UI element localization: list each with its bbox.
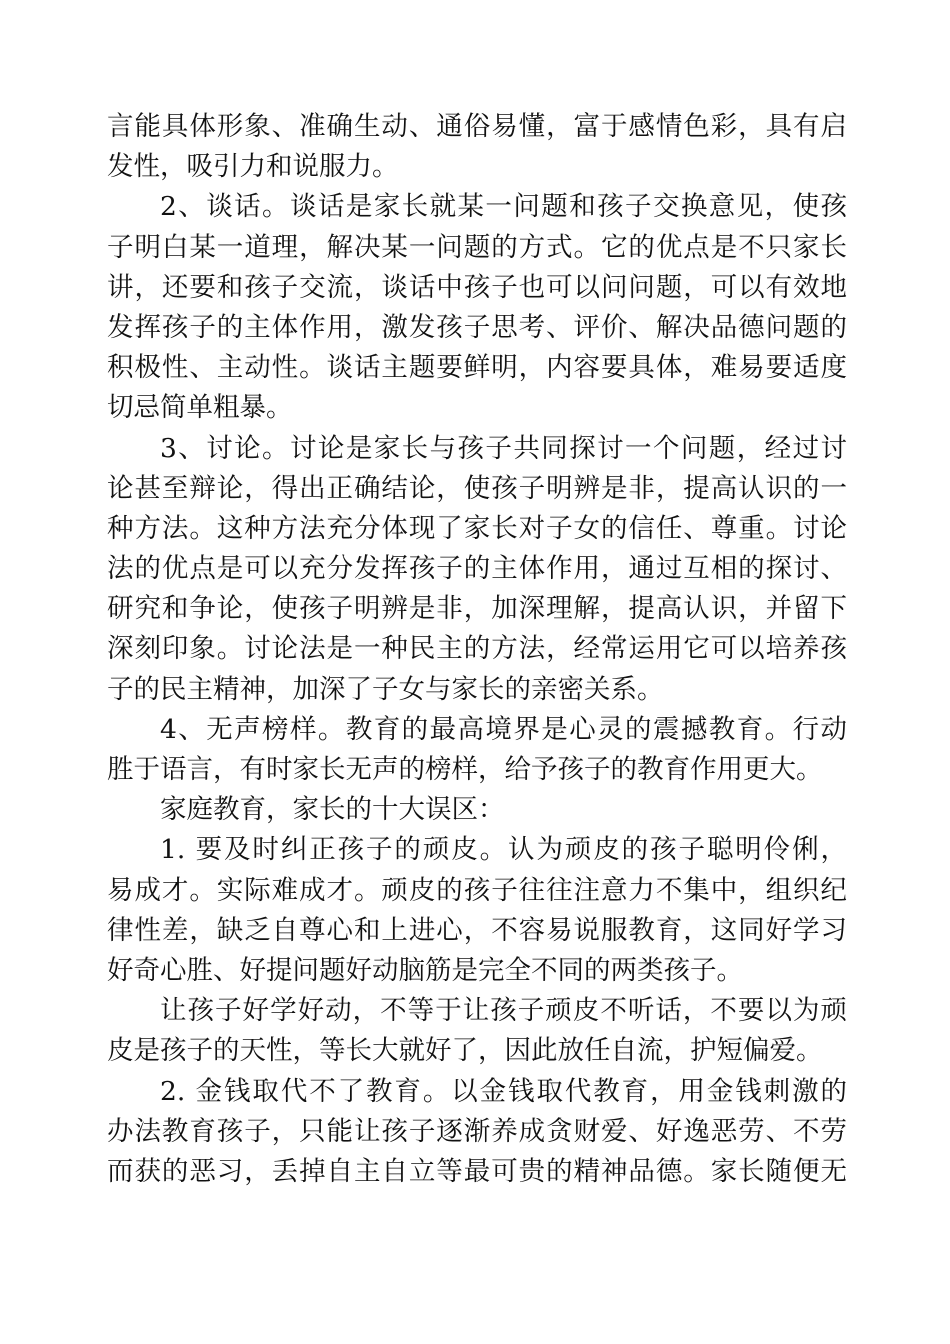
text-line: 1. 要及时纠正孩子的顽皮。认为顽皮的孩子聪明伶俐，	[160, 834, 847, 866]
text-line: 家庭教育，家长的十大误区：	[160, 794, 505, 826]
text-line: 让孩子好学好动，不等于让孩子顽皮不听话，不要以为顽	[160, 995, 847, 1027]
text-line: 好奇心胜、好提问题好动脑筋是完全不同的两类孩子。	[107, 954, 743, 986]
text-line: 2、谈话。谈话是家长就某一问题和孩子交换意见，使孩	[160, 191, 847, 223]
text-line: 积极性、主动性。谈话主题要鲜明，内容要具体，难易要适度	[107, 352, 847, 384]
text-line: 研究和争论，使孩子明辨是非，加深理解，提高认识，并留下	[107, 593, 847, 625]
text-line: 发性，吸引力和说服力。	[107, 151, 399, 183]
text-line: 讲，还要和孩子交流，谈话中孩子也可以问问题，可以有效地	[107, 271, 847, 303]
text-line: 而获的恶习，丢掉自主自立等最可贵的精神品德。家长随便无	[107, 1155, 847, 1187]
text-line: 律性差，缺乏自尊心和上进心，不容易说服教育，这同好学习	[107, 914, 847, 946]
text-line: 深刻印象。讨论法是一种民主的方法，经常运用它可以培养孩	[107, 633, 847, 665]
text-line: 3、讨论。讨论是家长与孩子共同探讨一个问题，经过讨	[160, 432, 847, 464]
text-line: 胜于语言，有时家长无声的榜样，给予孩子的教育作用更大。	[107, 754, 823, 785]
body-text	[107, 107, 847, 1192]
text-line: 切忌简单粗暴。	[107, 392, 293, 424]
text-line: 种方法。这种方法充分体现了家长对子女的信任、尊重。讨论	[107, 512, 847, 544]
text-line: 办法教育孩子，只能让孩子逐渐养成贪财爱、好逸恶劳、不劳	[107, 1115, 847, 1147]
text-line: 法的优点是可以充分发挥孩子的主体作用，通过互相的探讨、	[107, 553, 847, 585]
text-line: 2. 金钱取代不了教育。以金钱取代教育，用金钱刺激的	[160, 1075, 847, 1107]
text-line: 4、无声榜样。教育的最高境界是心灵的震撼教育。行动	[160, 713, 847, 745]
text-line: 易成才。实际难成才。顽皮的孩子往往注意力不集中，组织纪	[107, 874, 847, 906]
text-line: 子的民主精神，加深了子女与家长的亲密关系。	[107, 673, 664, 705]
text-line: 皮是孩子的天性，等长大就好了，因此放任自流，护短偏爱。	[107, 1035, 823, 1067]
text-line: 言能具体形象、准确生动、通俗易懂，富于感情色彩，具有启	[107, 111, 847, 142]
text-line: 子明白某一道理，解决某一问题的方式。它的优点是不只家长	[107, 231, 847, 263]
text-line: 发挥孩子的主体作用，激发孩子思考、评价、解决品德问题的	[107, 311, 847, 343]
text-line: 论甚至辩论，得出正确结论，使孩子明辨是非，提高认识的一	[107, 472, 847, 504]
